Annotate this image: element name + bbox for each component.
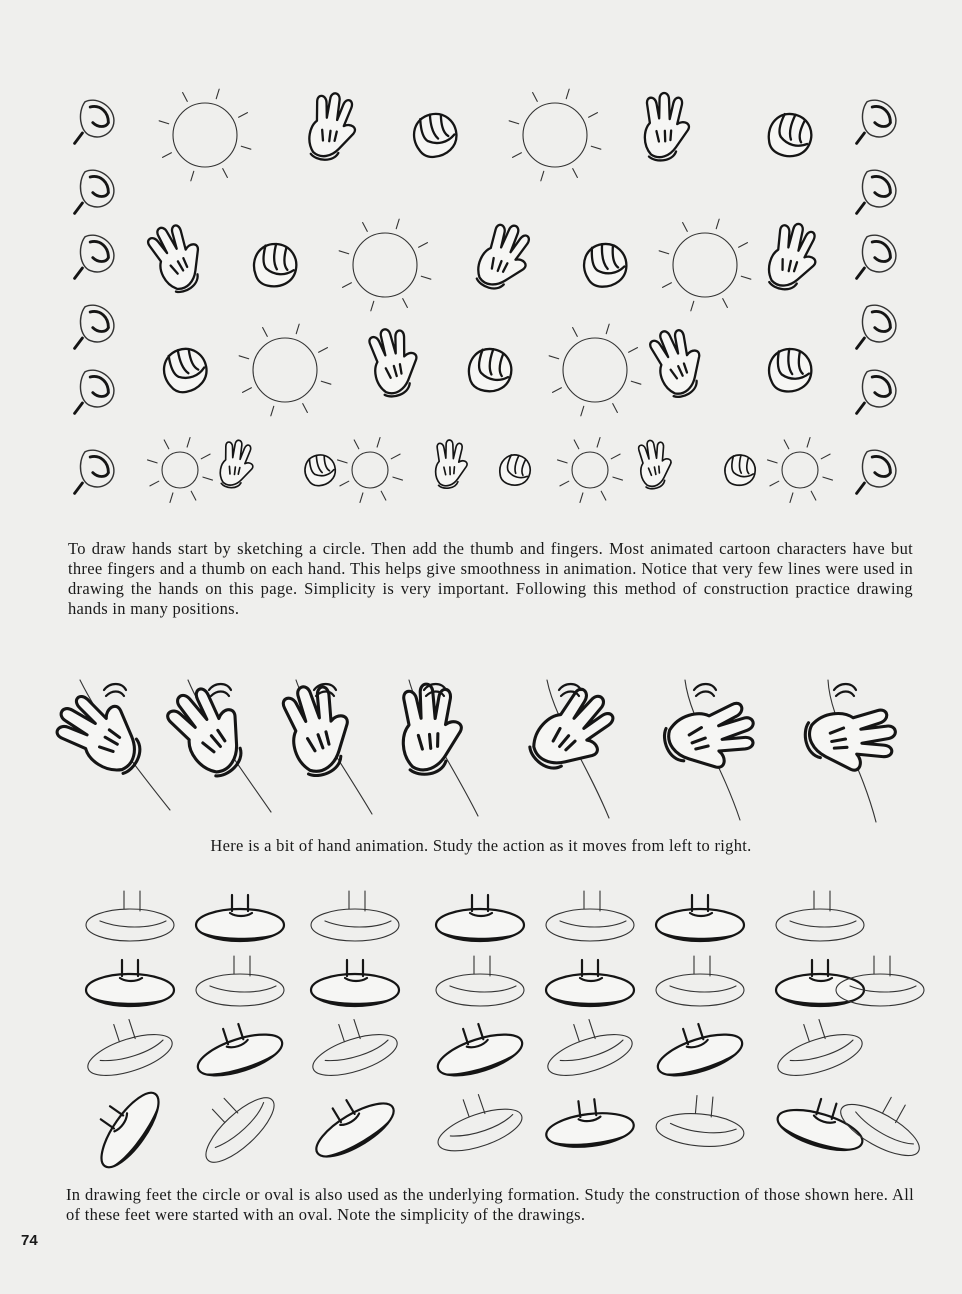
hand-drawing [148,438,213,503]
hand-drawing [364,323,425,400]
foot-drawing [834,1079,935,1165]
foot-drawing [436,895,524,942]
hand-drawing [765,220,822,295]
hand-side-sketch [857,450,896,493]
foot-drawing [656,956,744,1006]
foot-drawing [80,1077,169,1170]
hand-drawing [724,454,756,486]
hand-animation-frame [48,680,170,810]
hand-drawing [158,343,212,397]
hand-animation-frames [0,660,962,835]
hand-drawing [307,91,359,163]
hand-drawing [239,324,331,416]
hand-animation-frame [275,676,372,814]
hand-drawing [509,89,601,181]
foot-drawing [86,891,174,941]
foot-drawing [86,960,174,1007]
foot-drawing [546,891,634,941]
hand-drawing [435,439,468,488]
foot-drawing [311,960,399,1007]
hand-animation-frame [659,680,764,820]
hand-animation-frame [523,680,626,818]
hand-side-sketch [857,170,896,213]
hand-drawing [764,109,816,161]
foot-drawing [538,1009,637,1084]
foot-drawing [776,891,864,941]
hand-drawing [768,348,812,392]
hand-side-sketch [75,100,114,143]
hand-drawing [644,322,713,402]
foot-drawing [302,1082,401,1167]
hand-animation-illustration [0,660,962,835]
hand-drawing [558,438,623,503]
hands-drawings [0,80,962,520]
hand-drawing [466,346,514,394]
hand-drawing [768,438,833,503]
hand-side-sketch [857,370,896,413]
foot-drawing [543,1095,636,1152]
page-number: 74 [21,1232,38,1249]
hand-drawing [410,109,461,160]
hand-side-sketch [75,370,114,413]
hand-side-sketch [857,100,896,143]
hand-side-sketch [75,450,114,493]
foot-drawing [768,1009,867,1084]
hand-drawing [302,452,339,489]
foot-drawing [436,956,524,1006]
hands-caption: To draw hands start by sketching a circle. Then add the thumb and fingers. Most animated cartoon characters have but three fingers and a thumb on each hand. This helps give smoothness in animation. Notice that very few lines were used in drawing the hands on this page. Simplicity is very important. Following this method of construction practice drawing hands in many positions. [68,539,913,618]
hand-drawing [141,217,213,298]
foot-drawing [656,895,744,942]
foot-drawing [649,1013,747,1084]
foot-drawing [773,1088,871,1158]
hand-side-sketch [75,305,114,348]
hand-drawing [338,438,403,503]
hand-side-sketch [857,235,896,278]
hand-animation-frame [802,680,901,822]
foot-drawing [776,960,864,1007]
foot-drawing [427,1084,526,1160]
hands-construction-illustration [0,80,962,520]
foot-drawing [303,1009,402,1084]
foot-drawing [185,1075,283,1170]
hand-drawing [643,92,690,161]
hand-drawing [581,241,629,289]
foot-drawing [429,1013,527,1084]
hand-animation-caption: Here is a bit of hand animation. Study the action as it moves from left to right. [210,836,752,855]
foot-drawing [196,895,284,942]
feet-construction-illustration [0,880,962,1170]
hand-drawing [253,243,297,288]
foot-drawing [78,1009,177,1084]
hand-animation-frame [158,676,271,812]
foot-drawing [196,956,284,1006]
hand-drawing [659,219,751,311]
hand-drawing [635,437,675,490]
hand-drawing [472,219,538,298]
foot-drawing [311,891,399,941]
hand-drawing [218,438,255,490]
foot-drawing [189,1013,287,1084]
hand-side-sketch [75,170,114,213]
hand-drawing [339,219,431,311]
foot-drawing [655,1092,747,1149]
hand-side-sketch [857,305,896,348]
hand-side-sketch [75,235,114,278]
hand-drawing [159,89,251,181]
hand-drawing [497,452,534,489]
feet-caption: In drawing feet the circle or oval is also used as the underlying formation. Study the construction of those shown here. All of these feet were started with an oval. Note the simplicity of the drawings. [66,1185,914,1224]
feet-drawings [0,880,962,1170]
foot-drawing [546,960,634,1007]
hand-animation-frame [398,680,478,816]
hand-drawing [549,324,641,416]
